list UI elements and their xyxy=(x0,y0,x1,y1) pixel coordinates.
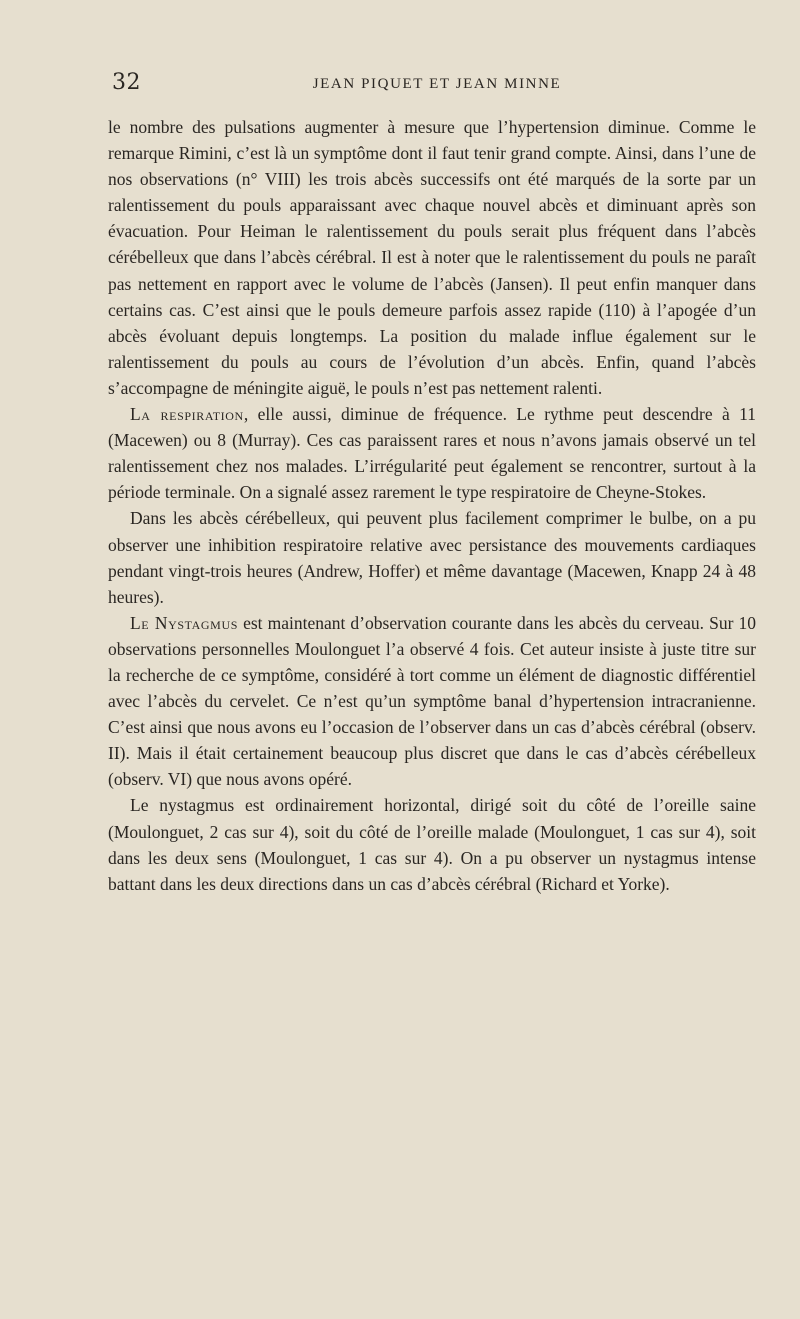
paragraph-text: le nombre des pulsations augmenter à mesure que l’hypertension diminue. Comme le remarque Rimini, c’est là un symptôme dont il faut tenir grand compte. Ainsi, dans l’une de nos observations (n° VIII) les trois abcès successifs ont été marqués de la sorte par un ralentissement du pouls apparaissant avec chaque nouvel abcès et diminuant après son évacuation. Pour Heiman le ralentissement du pouls serait plus fréquent dans l’abcès cérébelleux que dans l’abcès cérébral. Il est à noter que le ralentissement du pouls ne paraît pas nettement en rapport avec le volume de l’abcès (Jansen). Il peut enfin manquer dans certains cas. C’est ainsi que le pouls demeure parfois assez rapide (110) à l’apogée d’un abcès évoluant depuis longtemps. La position du malade influe également sur le ralentissement du pouls au cours de l’évolution d’un abcès. Enfin, quand l’abcès s’accompagne de méningite aiguë, le pouls n’est pas nettement ralenti. xyxy=(108,117,756,398)
section-lead-respiration: La respiration xyxy=(130,404,244,425)
page-number: 32 xyxy=(112,70,141,95)
body-text xyxy=(108,114,756,897)
paragraph-pulse xyxy=(108,114,756,401)
paragraph-text: Le nystagmus est ordinairement horizontal, dirigé soit du côté de l’oreille saine (Moulonguet, 2 cas sur 4), soit du côté de l’oreille malade (Moulonguet, 1 cas sur 4), soit dans les deux sens (Moulonguet, 1 cas sur 4). On a pu observer un nystagmus intense battant dans les deux directions dans un cas d’abcès cérébral (Richard et Yorke). xyxy=(108,795,756,894)
page-header xyxy=(112,70,762,100)
paragraph-nystagmus-direction xyxy=(108,792,756,896)
paragraph-cerebellar xyxy=(108,505,756,609)
paragraph-text: Dans les abcès cérébelleux, qui peuvent plus facilement comprimer le bulbe, on a pu observer une inhibition respiratoire relative avec persistance des mouvements cardiaques pendant vingt-trois heures (Andrew, Hoffer) et même davantage (Macewen, Knapp 24 à 48 heures). xyxy=(108,508,756,607)
running-title: JEAN PIQUET ET JEAN MINNE xyxy=(312,76,562,92)
paragraph-text: est maintenant d’observation courante dans les abcès du cerveau. Sur 10 observations personnelles Moulonguet l’a observé 4 fois. Cet auteur insiste à juste titre sur la recherche de ce symptôme, considéré à tort comme un élément de diagnostic différentiel avec l’abcès du cervelet. Ce n’est qu’un symptôme banal d’hypertension intracranienne. C’est ainsi que nous avons eu l’occasion de l’observer dans un cas d’abcès cérébral (observ. II). Mais il était certainement beaucoup plus discret que dans le cas d’abcès cérébelleux (observ. VI) que nous avons opéré. xyxy=(108,612,756,790)
paragraph-nystagmus xyxy=(108,610,756,793)
paragraph-respiration xyxy=(108,401,756,505)
paragraph-text: , elle aussi, diminue de fréquence. Le rythme peut descendre à 11 (Macewen) ou 8 (Murray). Ces cas paraissent rares et nous n’avons jamais observé un tel ralentissement chez nos malades. L’irrégularité peut également se rencontrer, surtout à la période terminale. On a signalé assez rarement le type respiratoire de Cheyne-Stokes. xyxy=(108,404,756,503)
section-lead-nystagmus: Le Nystagmus xyxy=(130,612,238,633)
